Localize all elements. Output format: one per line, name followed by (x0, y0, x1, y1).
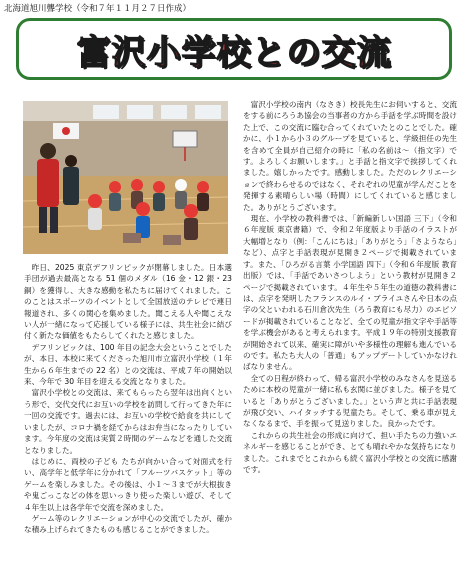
event-photo (23, 101, 228, 254)
gym-scene-image (23, 101, 228, 254)
left-paragraph-2: デフリンピックは、100 年目の記念大会ということでしたが、本日、本校に来てくださった旭川市立富沢小学校（１年生から６年生までの 22 名）との交流は、平成７年の開始以来、今年で 30 年目を迎える交流となりました。 (24, 342, 232, 387)
left-paragraph-3: 富沢小学校との交流は、来てもらったら翌年は出向くという形で、交代交代にお互いの学校を訪問して行ってきた年に一回の交流です。過去には、お互いの学校で給食を共にしていましたが、コロナ禍を経てからはお弁当になったりしています。今年度の交流は実質２時間のゲームなどを通した交流となりました。 (24, 388, 232, 455)
right-paragraph-3: 全ての日程が終わって、帰る富沢小学校のみなさんを見送るために本校の児童が一緒に私も玄関に並びました。様子を見ていると「ありがとうございました。」という声と共に手話表現が飛び交い、ハイタッチする児童たち。そして、乗る車が見えなくなるまで、手を振って見送りました。良かったです。 (243, 373, 457, 429)
title-banner (16, 18, 452, 80)
right-paragraph-2: 現在、小学校の教科書では、「新編新しい国語 三下」（令和６年度版 東京書籍）で、令和２年度版より手話のイラストが大幅増となり（例：「こんにちは」「ありがとう」「さようなら」など）、点字と手話表現が見開き２ページで掲載されています。また、「ひろがる言葉 小学国語 四下」（令和６年度版 教育出版）では、「手話であいさつしよう」という教材が見開き２ページで掲載されています。４年生や５年生の道徳の教科書には、点字を発明したフランスのルイ・ブライユさんや日本の点字の父といわれる石川倉次先生（ろう教育にも尽力）のエピソードが掲載されていることなど、全ての児童が指文字や手話等を学ぶ機会があると考えられます。平成１９年の特別支援教育が開始されて以来、確実に障がいや多様性の理解も進んでいるのです。私たち大人の「普通」もアップデートしていかなければなりません。 (243, 214, 457, 372)
left-paragraph-5: ゲーム等のレクリエーションが中心の交流でしたが、確かな積み上げられてきたものも感じることができました。 (24, 513, 232, 535)
left-text-column (24, 262, 232, 536)
left-paragraph-4: はじめに、両校の子ども たちが向かい合って対面式を行い、高学年と低学年に分かれて「フルーツバスケット」等のゲームを楽しみました。その後は、小１～３までが大根抜きや鬼ごっこなどの体を思いっきり使った楽しい遊び、そして４年生以上は各学年で交流を深めました。 (24, 456, 232, 512)
page-title: 富沢小学校との交流 (76, 32, 392, 73)
left-paragraph-1: 昨日、2025 東京デフリンピックが閉幕しました。日本選手団が過去最高となる 51 個のメダル（16 金・12 銀・23 銅）を獲得し、大きな感動を私たちに届けてくれました。このことはスポーツのイベントとして全国放送のテレビで連日報道され、多くの関心を集めました。聞こえる人や聞こえない人が一緒になって応援している様子には、共生社会に結び付く新たな価値をもたらしてくれたと感じました。 (24, 263, 232, 341)
right-paragraph-1: 富沢小学校の南内（なさき）校長先生にお伺いすると、交流をする前にろうあ協会の当事者の方から手話を学ぶ時間を設けた上で、この交流に臨む合ってくれていたとのことでした。確かに、小１から小３のグループを見ていると、学級担任の先生を含めて全員が自己紹介の時に「私の名前は〜（指文字）です。よろしくお願いします。」と手話と指文字で挨拶してくれました。嬉しかったです。感動しました。ただのレクリエーションで終わらせるのではなく、それぞれの児童が学んだことを発揮する素晴らしい場（時間）にしてくれていると感じました。ありがとうございます。 (243, 100, 457, 212)
right-text-column (243, 99, 457, 475)
right-paragraph-4: これからの共生社会の形成に向けて、担い手たちの力強いエネルギーを感じることができ、とても晴れやかな気持ちになりました。これまでとこれからも続く富沢小学校との交流に感謝です。 (243, 430, 457, 474)
document-header: 北海道旭川聾学校（令和７年１１月２７日作成） (4, 4, 192, 14)
